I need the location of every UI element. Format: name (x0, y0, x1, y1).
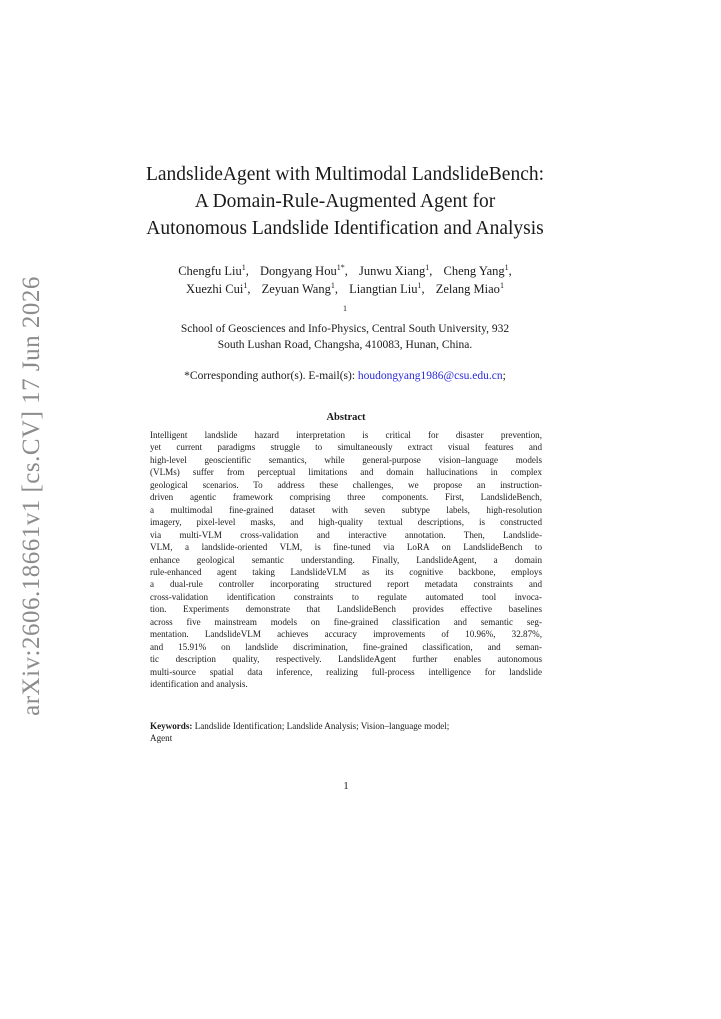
page-number: 1 (343, 780, 349, 792)
author: Xuezhi Cui$^1$, (186, 280, 251, 296)
author: Dongyang Hou$^{1*}$, (259, 262, 348, 278)
abstract-line: geological scenarios. To address these challenges, we propose an instruction- (150, 479, 542, 490)
abstract-line: cross-validation identification constraints to regulate automated tool invoca- (150, 591, 542, 602)
abstract-line: multi-source spatial data inference, realizing full-process intelligence for landslide (150, 666, 542, 677)
paper-title (110, 161, 580, 242)
abstract-line: high-level geoscientific semantics, while general-purpose vision–language models (150, 454, 542, 465)
abstract-line: Intelligent landslide hazard interpretation is critical for disaster prevention, (150, 430, 542, 440)
abstract-line: a multimodal fine-grained dataset with seven subtype labels, high-resolution (150, 504, 542, 515)
abstract-line: (VLMs) suffer from perceptual limitations and domain hallucinations in complex (150, 467, 542, 478)
author: Chengfu Liu$^1$, (178, 262, 249, 278)
author: Cheng Yang$^1$, (443, 262, 512, 278)
abstract-line: identification and analysis. (150, 679, 248, 690)
keywords-line-1: Keywords: Landslide Identification; Landslide Analysis; Vision–language model; (150, 721, 450, 731)
keywords-line-2: Agent (150, 733, 173, 744)
title-line-2: A Domain-Rule-Augmented Agent for (194, 191, 496, 212)
abstract-line: VLM, a landslide-oriented VLM, is fine-tuned via LoRA on LandslideBench to (150, 542, 542, 553)
affiliation-line-1: $^1$ School of Geosciences and Info-Physics, Central South University, 932 (180, 304, 510, 335)
author: Liangtian Liu$^1$, (349, 280, 425, 296)
abstract-line: enhance geological semantic understanding. Finally, LandslideAgent, a domain (150, 554, 542, 565)
corresponding-label: *Corresponding author(s). E-mail(s): (184, 370, 356, 382)
abstract-line: mentation. LandslideVLM achieves accuracy improvements of 10.96%, 32.87%, (150, 629, 542, 640)
title-line-3: Autonomous Landslide Identification and Analysis (146, 218, 544, 239)
abstract-body (150, 429, 542, 691)
author: Zeyuan Wang$^1$, (261, 280, 338, 296)
keywords-label: Keywords: (150, 721, 193, 731)
abstract-line: tion. Experiments demonstrate that LandslideBench provides effective baselines (150, 604, 542, 615)
arxiv-identifier: arXiv:2606.18661v1 [cs.CV] 17 Jun 2026 (18, 276, 45, 716)
abstract-line: yet current paradigms struggle to simultaneously extract visual features and (150, 442, 542, 453)
abstract-line: rule-enhanced agent taking LandslideVLM as its cognitive backbone, employs (150, 566, 542, 577)
abstract-line: across five mainstream models on fine-grained classification and semantic seg- (150, 616, 542, 627)
abstract-heading: Abstract (326, 412, 366, 423)
author-list (110, 262, 580, 298)
arxiv-sidebar (6, 276, 58, 716)
email-link[interactable]: houdongyang1986@csu.edu.cn (357, 370, 503, 382)
author-line-1 (110, 262, 580, 280)
abstract-line: and 15.91% on landslide discrimination, fine-grained classification, and seman- (150, 641, 542, 652)
keywords (150, 720, 542, 745)
abstract-line: imagery, pixel-level masks, and high-quality textual descriptions, is constructed (150, 517, 542, 528)
affiliation (110, 305, 580, 353)
author: Zelang Miao$^1$ (435, 280, 504, 296)
abstract-line: tic description quality, respectively. LandslideAgent further enables autonomous (150, 654, 542, 665)
author: Junwu Xiang$^1$, (358, 262, 433, 278)
abstract-line: a dual-rule controller incorporating structured report metadata constraints and (150, 579, 542, 590)
abstract-line: via multi-VLM cross-validation and interactive annotation. Then, Landslide- (150, 529, 542, 540)
affiliation-line-2: South Lushan Road, Changsha, 410083, Hunan, China. (217, 339, 473, 351)
corresponding-author: *Corresponding author(s). E-mail(s): houdongyang1986@csu.edu.cn; (184, 370, 506, 382)
title-line-1: LandslideAgent with Multimodal LandslideBench: (145, 164, 545, 185)
author-line-2 (110, 280, 580, 298)
abstract-line: driven agentic framework comprising three components. First, LandslideBench, (150, 492, 542, 503)
